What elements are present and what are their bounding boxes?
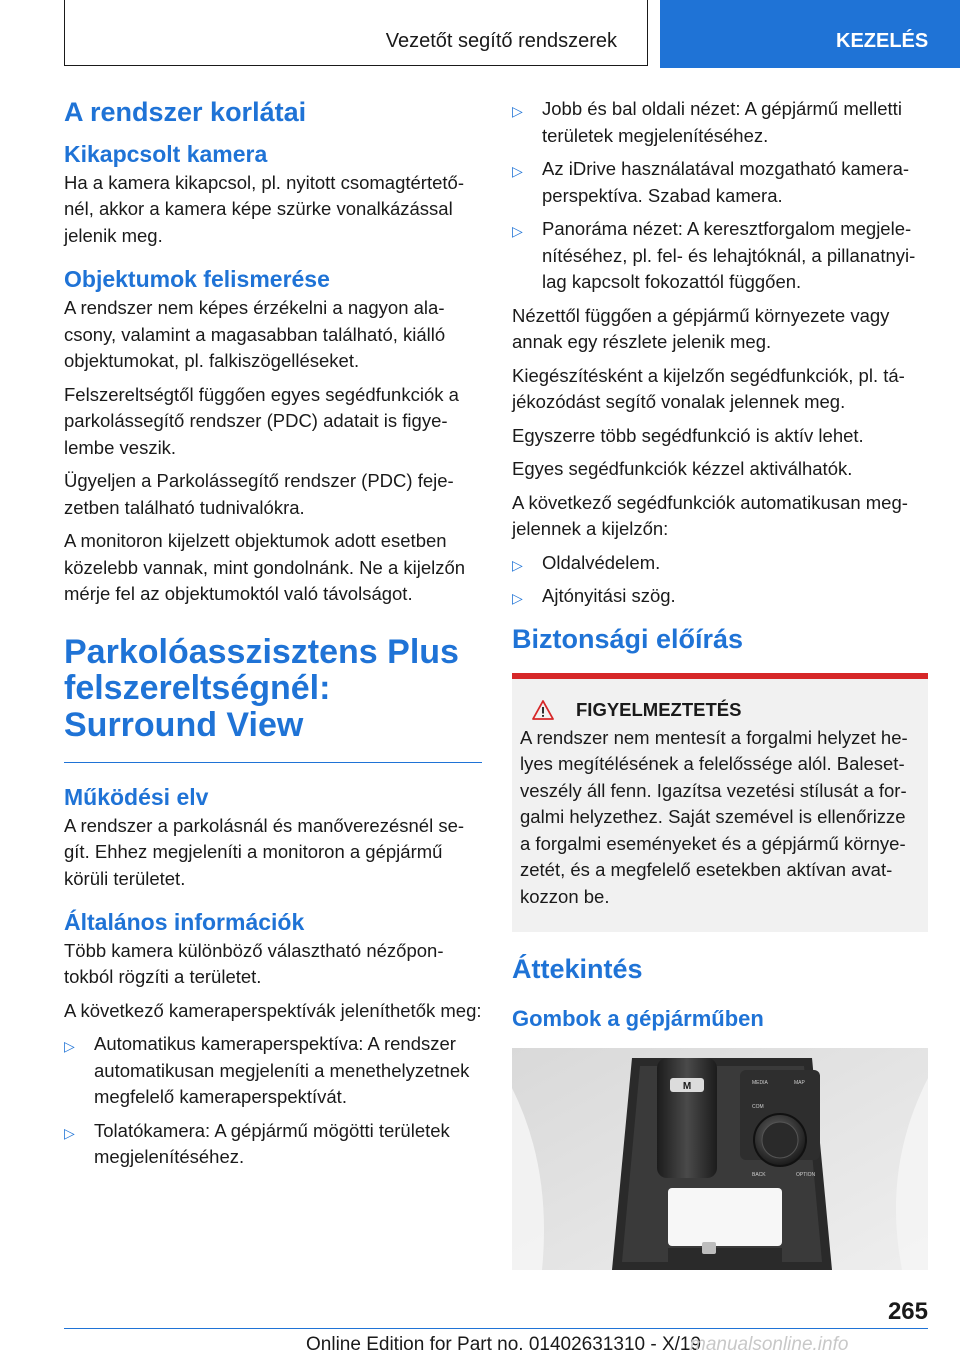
center-console-image [512, 1048, 928, 1270]
paragraph: A következő kameraperspektívák jeleníthetők meg: [64, 999, 482, 1021]
triangle-bullet-icon: ▷ [64, 1038, 75, 1055]
paragraph: A rendszer a parkolásnál és manőverezésnél segít. Ehhez megjeleníti a monitoron a gépjármű körüli területet. [64, 814, 465, 889]
section-title: Vezetőt segítő rendszerek [385, 30, 617, 52]
heading-safety: Biztonsági előírás [512, 623, 744, 654]
warning-triangle-icon [532, 700, 554, 720]
paragraph: Több kamera különböző választható nézőpontokból rögzíti a területet. [64, 939, 444, 988]
chapter-tab[interactable] [660, 0, 960, 68]
photo-map-label: MAP [794, 1079, 805, 1086]
triangle-bullet-icon: ▷ [512, 556, 523, 573]
warning-title: FIGYELMEZTETÉS [520, 699, 920, 721]
warning-body: A rendszer nem mentesít a forgalmi helyzet helyes megítélésének a felelőssége alól. Balesetveszély áll fenn. Igazítsa vezetési stílusát a forgalmi helyzethez. Saját szemével is ellenőrizze a forgalmi eseményeket és a gépjármű környezetét, és a megfelelő esetekben aktívan avatkozzon be. [520, 726, 908, 907]
photo-com-label: COM [752, 1103, 764, 1110]
triangle-bullet-icon: ▷ [512, 590, 523, 606]
photo-logo-label: M [682, 1080, 692, 1092]
heading-principle: Működési elv [64, 783, 209, 810]
paragraph: Ha a kamera kikapcsol, pl. nyitott csomagtértetőnél, akkor a kamera képe szürke vonalkázással jelenik meg. [64, 171, 464, 246]
watermark: manualsonline.info [690, 1334, 849, 1355]
page-number: 265 [887, 1298, 928, 1325]
photo-back-label: BACK [752, 1171, 766, 1178]
page-header [0, 0, 960, 68]
paragraph: Egyszerre több segédfunkció is aktív lehet. [512, 424, 864, 446]
photo-media-label: MEDIA [752, 1079, 768, 1086]
paragraph: A rendszer nem képes érzékelni a nagyon alacsony, valamint a magasabban található, kiálló objektumokat, pl. falkiszögelléseket. [64, 297, 446, 372]
paragraph: Nézettől függően a gépjármű környezete vagy annak egy részlete jelenik meg. [512, 304, 890, 352]
list-item: ▷ Automatikus kameraperspektíva: A rendszer automatikusan megjeleníti a menethelyzetnek megfelelő kameraperspektívát. [64, 1033, 470, 1108]
warning-box [512, 673, 928, 933]
paragraph: A következő segédfunkciók automatikusan megjelennek a kijelzőn: [512, 491, 908, 539]
list-item: ▷ Tolatókamera: A gépjármű mögötti területek megjelenítéséhez. [64, 1119, 450, 1168]
triangle-bullet-icon: ▷ [512, 163, 523, 179]
auto-function-list [512, 550, 928, 610]
chapter-tab-label: KEZELÉS [836, 30, 929, 52]
heading-camera-off: Kikapcsolt kamera [64, 140, 268, 167]
heading-general: Általános információk [64, 909, 305, 936]
paragraph: Felszereltségtől függően egyes segédfunkciók a parkolássegítő rendszer (PDC) adatait is figyelembe veszik. [64, 383, 459, 458]
camera-view-list [64, 1031, 482, 1171]
left-column [64, 96, 482, 1178]
heading-overview: Áttekintés [512, 954, 643, 985]
triangle-bullet-icon: ▷ [512, 223, 523, 239]
footer-divider [64, 1328, 928, 1329]
edition-text: Online Edition for Part no. 01402631310 - X/19 [306, 1334, 702, 1355]
paragraph: Egyes segédfunkciók kézzel aktiválhatók. [512, 458, 853, 479]
right-column [512, 96, 928, 1270]
camera-view-list-cont [512, 96, 928, 296]
heading-surround-view: Parkolóasszisztens Plus felszereltségnél: Surround View [64, 634, 482, 763]
triangle-bullet-icon: ▷ [64, 1124, 75, 1141]
heading-objects: Objektumok felismerése [64, 266, 330, 293]
header-frame [64, 0, 648, 66]
list-item: ▷ Ajtónyitási szög. [512, 583, 928, 610]
paragraph: Kiegészítésként a kijelzőn segédfunkciók, pl. tájékozódást segítő vonalak jelennek meg. [512, 364, 905, 412]
triangle-bullet-icon: ▷ [512, 103, 523, 119]
paragraph: Ügyeljen a Parkolássegítő rendszer (PDC) fejezetben található tudnivalókra. [64, 470, 454, 518]
list-item: ▷ Oldalvédelem. [512, 550, 928, 577]
photo-option-label: OPTION [796, 1171, 816, 1178]
heading-buttons: Gombok a gépjárműben [512, 1006, 764, 1032]
list-item: ▷ Jobb és bal oldali nézet: A gépjármű melletti területek megjelenítéséhez. [512, 98, 902, 146]
paragraph: A monitoron kijelzett objektumok adott esetben közelebb vannak, mint gondolnánk. Ne a kijelzőn mérje fel az objektumoktól való távolságot. [64, 530, 466, 605]
center-console-photo [512, 1048, 928, 1270]
list-item: ▷ Az iDrive használatával mozgatható kameraperspektíva. Szabad kamera. [512, 158, 910, 206]
list-item: ▷ Panoráma nézet: A keresztforgalom megjelenítéséhez, pl. fel- és lehajtóknál, a pillanatnyilag kapcsolt fokozattól függően. [512, 218, 916, 292]
heading-limits: A rendszer korlátai [64, 97, 307, 127]
